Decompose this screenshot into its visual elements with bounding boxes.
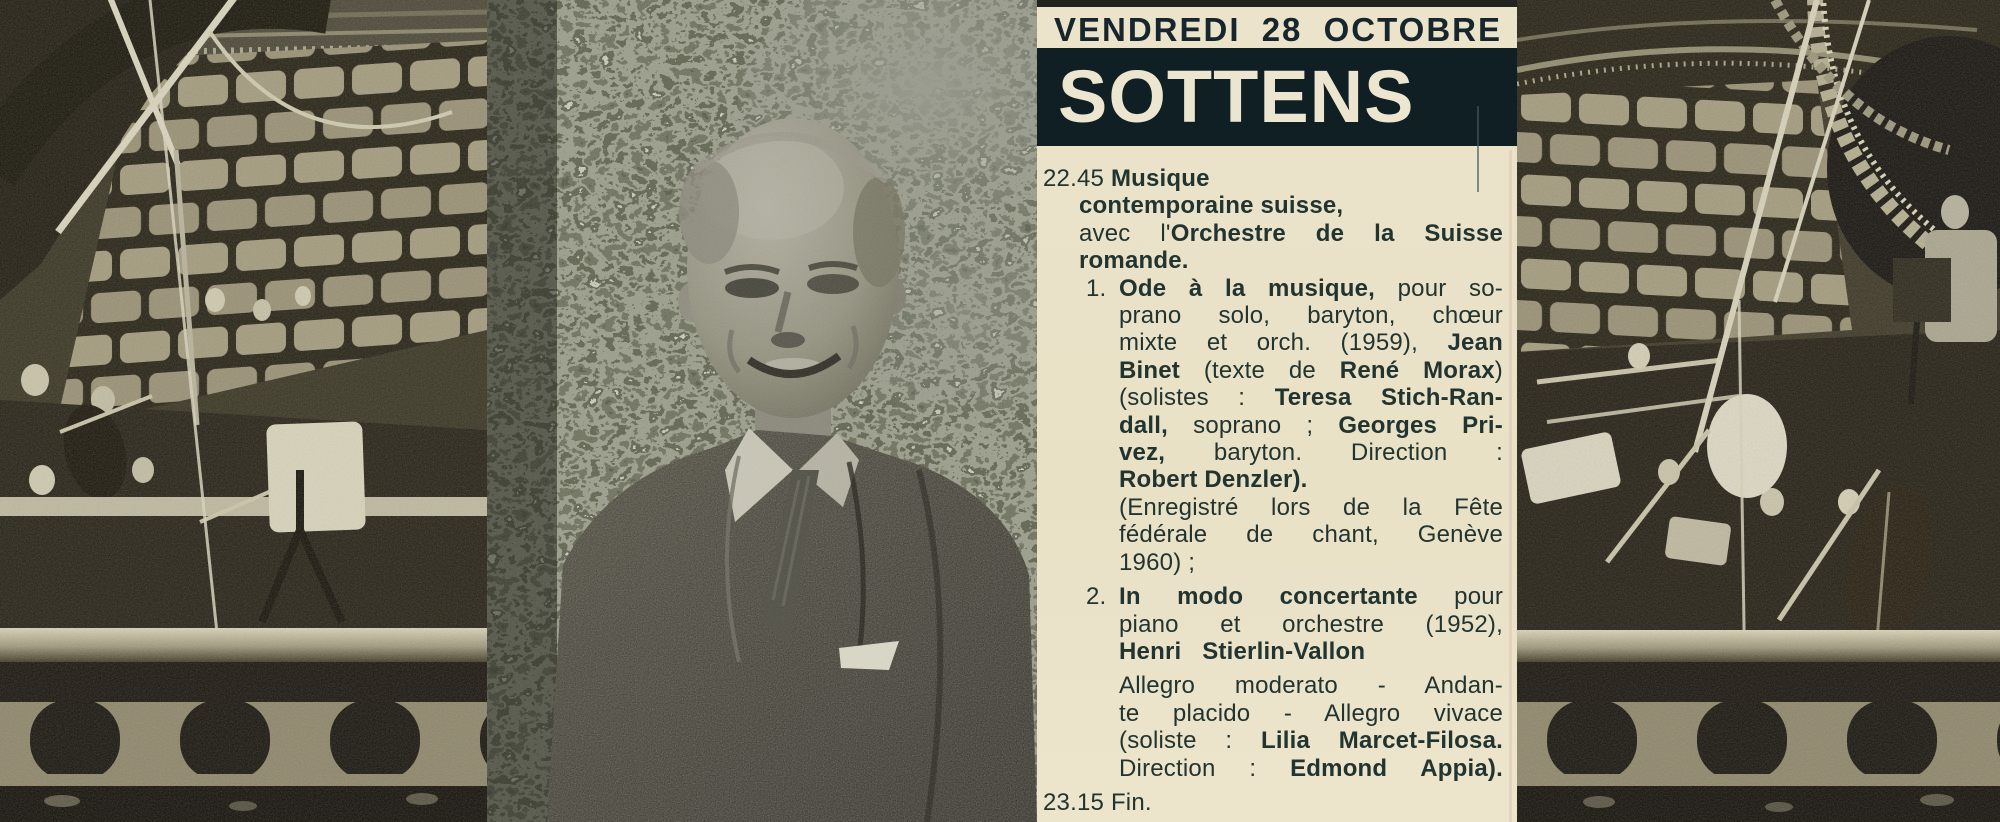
program-line: (Enregistré lors de la Fête [1119, 493, 1503, 521]
program-line: contemporaine suisse, [1079, 192, 1344, 220]
program-line: piano et orchestre (1952), [1119, 610, 1503, 638]
item-number: 2. [1086, 583, 1107, 611]
program-line: mixte et orch. (1959), Jean [1119, 329, 1503, 357]
program-line: vez, baryton. Direction : [1119, 439, 1503, 467]
program-line: Binet (texte de René Morax) [1119, 356, 1503, 384]
station-name: SOTTENS [1058, 55, 1415, 138]
photo-orchestra-right [1517, 0, 2000, 822]
program-column [1037, 0, 1517, 822]
page-edge-strip [1037, 0, 1517, 7]
station-banner [1037, 48, 1517, 146]
item-number: 1. [1086, 274, 1107, 302]
program-line: 1. Ode à la musique, pour so- [1086, 274, 1504, 302]
program-line: 2. In modo concertante pour [1086, 583, 1504, 611]
photo-portrait-conductor [487, 0, 1037, 822]
paper-crease [1509, 150, 1512, 822]
program-line: avec l'Orchestre de la Suisse [1079, 219, 1503, 247]
program-line: prano solo, baryton, chœur [1119, 302, 1503, 330]
program-line: te placido - Allegro vivace [1119, 699, 1503, 727]
program-line: romande. [1079, 247, 1189, 275]
program-line: 22.45 Musique [1043, 165, 1210, 192]
program-line: dall, soprano ; Georges Pri- [1119, 411, 1503, 439]
program-line: (solistes : Teresa Stich-Ran- [1119, 384, 1503, 412]
program-line: 23.15 Fin. [1043, 788, 1152, 816]
date-header: VENDREDI 28 OCTOBRE [1054, 11, 1502, 48]
photo-orchestra-left [0, 0, 487, 822]
program-line: Allegro moderato - Andan- [1119, 672, 1503, 700]
program-line: 1960) ; [1119, 548, 1196, 576]
program-listing [1037, 146, 1517, 816]
program-line: fédérale de chant, Genève [1119, 521, 1503, 549]
program-line: (soliste : Lilia Marcet-Filosa. [1119, 727, 1503, 755]
program-line: Robert Denzler). [1119, 466, 1308, 494]
program-line: Direction : Edmond Appia). [1119, 754, 1503, 782]
program-line: Henri Stierlin-Vallon [1119, 637, 1366, 665]
